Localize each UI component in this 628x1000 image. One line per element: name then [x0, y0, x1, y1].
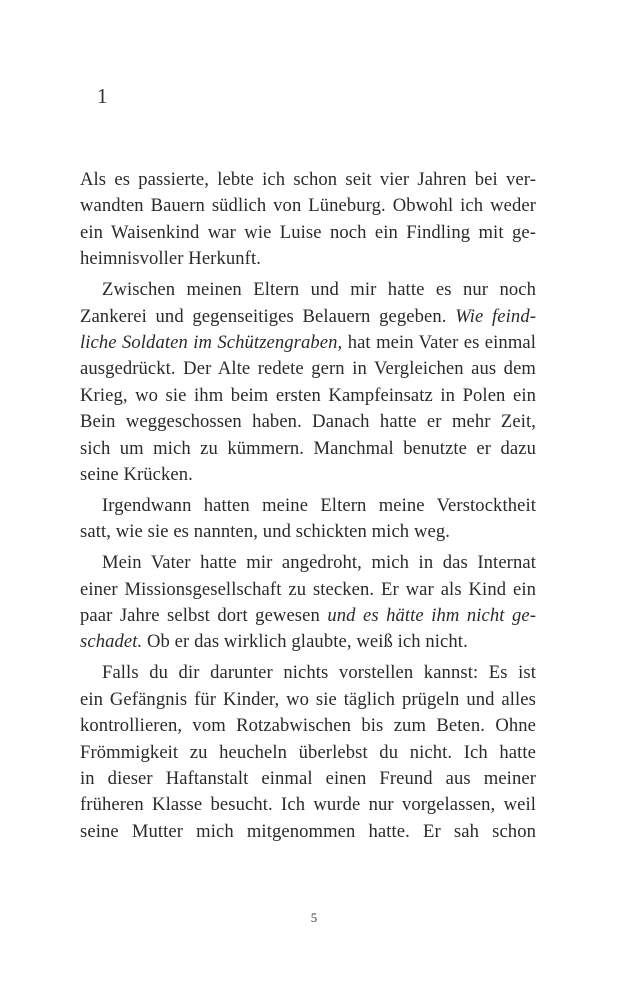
- text-line: Zwischen meinen Eltern und mir hatte es nur noch: [102, 279, 536, 301]
- text-line: [80, 330, 536, 356]
- chapter-number: 1: [97, 84, 108, 108]
- italic-quote: Wie feind-: [455, 305, 537, 327]
- italic-quote: liche Soldaten im Schützengraben,: [80, 331, 343, 353]
- text-line: heimnisvoller Herkunft.: [80, 248, 261, 270]
- text-line: Mein Vater hatte mir angedroht, mich in das Internat: [102, 552, 536, 574]
- paragraph-5: [80, 660, 536, 845]
- text-line: [80, 603, 536, 629]
- text-line: [80, 304, 536, 330]
- text-segment: paar Jahre selbst dort gewesen: [80, 605, 320, 627]
- text-line: Frömmigkeit zu heucheln überlebst du nicht. Ich hatte: [80, 741, 536, 763]
- body-text: [80, 167, 536, 845]
- text-line: [80, 629, 536, 655]
- text-line: Als es passierte, lebte ich schon seit vier Jahren bei ver-: [80, 169, 536, 190]
- text-line: in dieser Haftanstalt einmal einen Freund aus meiner: [80, 767, 536, 789]
- text-line: früheren Klasse besucht. Ich wurde nur vorgelassen, weil: [80, 794, 536, 816]
- paragraph-1: [80, 167, 536, 273]
- text-line: Irgendwann hatten meine Eltern meine Verstocktheit: [102, 494, 536, 516]
- text-line: Bein weggeschossen haben. Danach hatte er mehr Zeit,: [80, 411, 536, 433]
- text-line: ausgedrückt. Der Alte redete gern in Vergleichen aus dem: [80, 358, 536, 380]
- text-line: Krieg, wo sie ihm beim ersten Kampfeinsatz in Polen ein: [80, 384, 536, 406]
- text-line: kontrollieren, vom Rotzabwischen bis zum Beten. Ohne: [80, 715, 536, 737]
- text-line: seine Mutter mich mitgenommen hatte. Er sah schon: [80, 820, 536, 842]
- text-line: einer Missionsgesellschaft zu stecken. Er war als Kind ein: [80, 578, 536, 600]
- text-line: satt, wie sie es nannten, und schickten mich weg.: [80, 521, 450, 543]
- paragraph-2: [80, 277, 536, 488]
- text-line: sich um mich zu kümmern. Manchmal benutzte er dazu: [80, 437, 536, 459]
- paragraph-4: [80, 550, 536, 656]
- text-segment: hat mein Vater es einmal: [347, 331, 537, 353]
- text-line: Falls du dir darunter nichts vorstellen kannst: Es ist: [102, 662, 536, 684]
- italic-quote: schadet.: [80, 631, 143, 653]
- text-line: seine Krücken.: [80, 463, 193, 485]
- text-line: wandten Bauern südlich von Lüneburg. Obwohl ich weder: [80, 195, 536, 217]
- paragraph-3: [80, 493, 536, 546]
- text-segment: Zankerei und gegenseitiges Belauern gegeben.: [80, 305, 447, 327]
- text-line: ein Waisenkind war wie Luise noch ein Findling mit ge-: [80, 221, 536, 243]
- text-segment: Ob er das wirklich glaubte, weiß ich nicht.: [147, 631, 468, 653]
- text-line: ein Gefängnis für Kinder, wo sie täglich prügeln und alles: [80, 688, 536, 710]
- page-number: 5: [310, 910, 318, 925]
- italic-quote: und es hätte ihm nicht ge-: [327, 605, 536, 627]
